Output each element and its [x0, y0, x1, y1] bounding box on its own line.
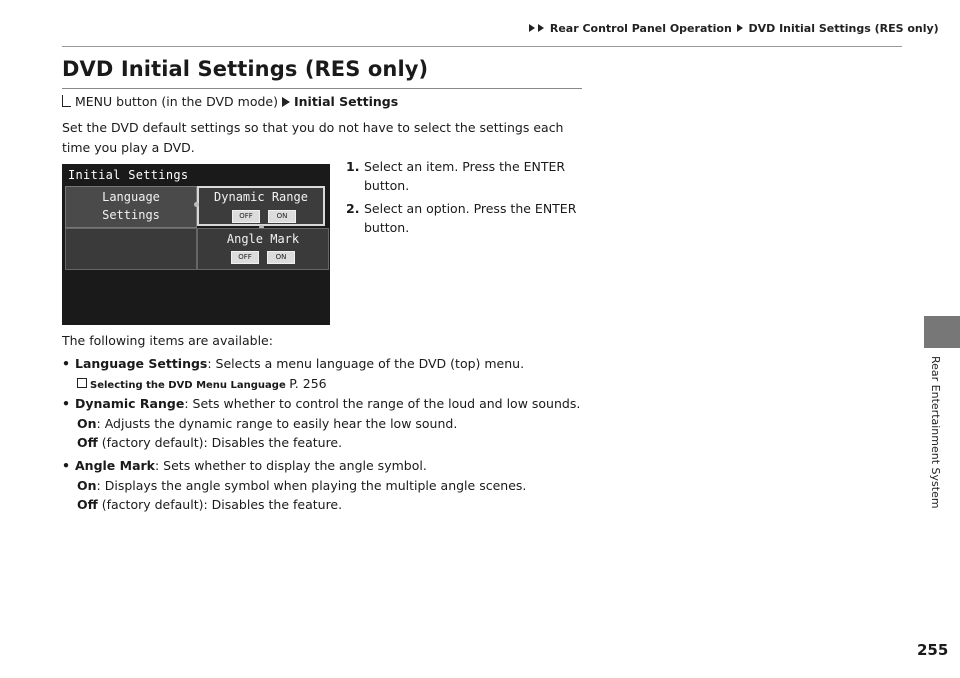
- option-on: On: [77, 415, 97, 431]
- option-on-desc: : Adjusts the dynamic range to easily hear the low sound.: [96, 415, 458, 431]
- step-text: Select an option. Press the ENTER button.: [364, 201, 577, 235]
- section-tab: [924, 316, 960, 348]
- item-name: Angle Mark: [75, 458, 155, 473]
- dynamic-range-label: Dynamic Range: [214, 190, 308, 204]
- section-label: [930, 356, 944, 556]
- dynamic-off-option: OFF: [232, 210, 260, 223]
- menu-path: [62, 94, 398, 109]
- available-label: The following items are available:: [62, 333, 273, 348]
- screen-title: Initial Settings: [68, 168, 189, 182]
- language-settings-tile: [65, 186, 197, 228]
- menu-path-prefix: MENU button (in the DVD mode): [75, 94, 278, 109]
- option-on-desc: : Displays the angle symbol when playing the multiple angle scenes.: [96, 477, 527, 493]
- breadcrumb-item[interactable]: Rear Control Panel Operation: [549, 22, 732, 35]
- arrow-icon: [737, 24, 743, 32]
- scroll-dot: [194, 202, 199, 207]
- angle-mark-tile: [197, 228, 329, 270]
- item-desc: : Selects a menu language of the DVD (top) menu.: [207, 356, 525, 371]
- steps-list: [346, 157, 596, 241]
- menu-path-target: Initial Settings: [293, 94, 399, 109]
- language-settings-item: • Language Settings: Selects a menu language of the DVD (top) menu. Selecting the DVD Menu Language P. 256: [62, 354, 602, 395]
- page-title: DVD Initial Settings (RES only): [62, 57, 429, 81]
- arrow-icon: [538, 24, 544, 32]
- step-number: 2.: [346, 201, 360, 216]
- xref-page[interactable]: P. 256: [289, 375, 327, 391]
- step-number: 1.: [346, 159, 360, 174]
- item-desc: : Sets whether to control the range of the loud and low sounds.: [184, 396, 581, 411]
- breadcrumb: [528, 22, 939, 35]
- angle-mark-item: • Angle Mark: Sets whether to display the angle symbol. On: Displays the angle symbol when playing the multiple angle scenes. Off (factory default): Disables the feature.: [62, 458, 527, 512]
- angle-mark-label: Angle Mark: [226, 232, 300, 246]
- angle-off-option: OFF: [231, 251, 259, 264]
- header-divider: [62, 46, 902, 47]
- language-label-line2: Settings: [102, 208, 160, 222]
- step-item: [346, 157, 596, 195]
- section-label-text: Rear Entertainment System: [929, 356, 942, 509]
- empty-tile: [65, 228, 197, 270]
- title-divider: [62, 88, 582, 89]
- option-off: Off: [77, 497, 98, 512]
- intro-text: Set the DVD default settings so that you do not have to select the settings each time you play a DVD.: [62, 120, 564, 155]
- xref-title[interactable]: Selecting the DVD Menu Language: [90, 379, 286, 391]
- step-text: Select an item. Press the ENTER button.: [364, 159, 566, 193]
- page-number: 255: [917, 641, 949, 659]
- breadcrumb-current: DVD Initial Settings (RES only): [748, 22, 939, 35]
- step-item: [346, 199, 596, 237]
- settings-screen-image: [62, 164, 330, 325]
- reference-icon: [77, 378, 87, 388]
- item-name: Language Settings: [75, 356, 208, 371]
- menu-path-icon: [62, 95, 71, 107]
- option-on: On: [77, 477, 97, 493]
- item-desc: : Sets whether to display the angle symbol.: [155, 458, 427, 473]
- arrow-icon: [282, 97, 290, 107]
- option-off-desc: (factory default): Disables the feature.: [97, 435, 343, 450]
- dynamic-range-item: • Dynamic Range: Sets whether to control the range of the loud and low sounds. On: Adjusts the dynamic range to easily hear the low sound. Off (factory default): Disables the feature.: [62, 396, 581, 450]
- language-label-line1: Language: [102, 190, 160, 204]
- dynamic-range-tile: [197, 186, 325, 226]
- item-name: Dynamic Range: [75, 396, 185, 411]
- option-off: Off: [77, 435, 98, 450]
- arrow-icon: [529, 24, 535, 32]
- cross-reference[interactable]: [62, 374, 602, 396]
- option-off-desc: (factory default): Disables the feature.: [97, 497, 343, 512]
- dynamic-on-option: ON: [268, 210, 296, 223]
- angle-on-option: ON: [267, 251, 295, 264]
